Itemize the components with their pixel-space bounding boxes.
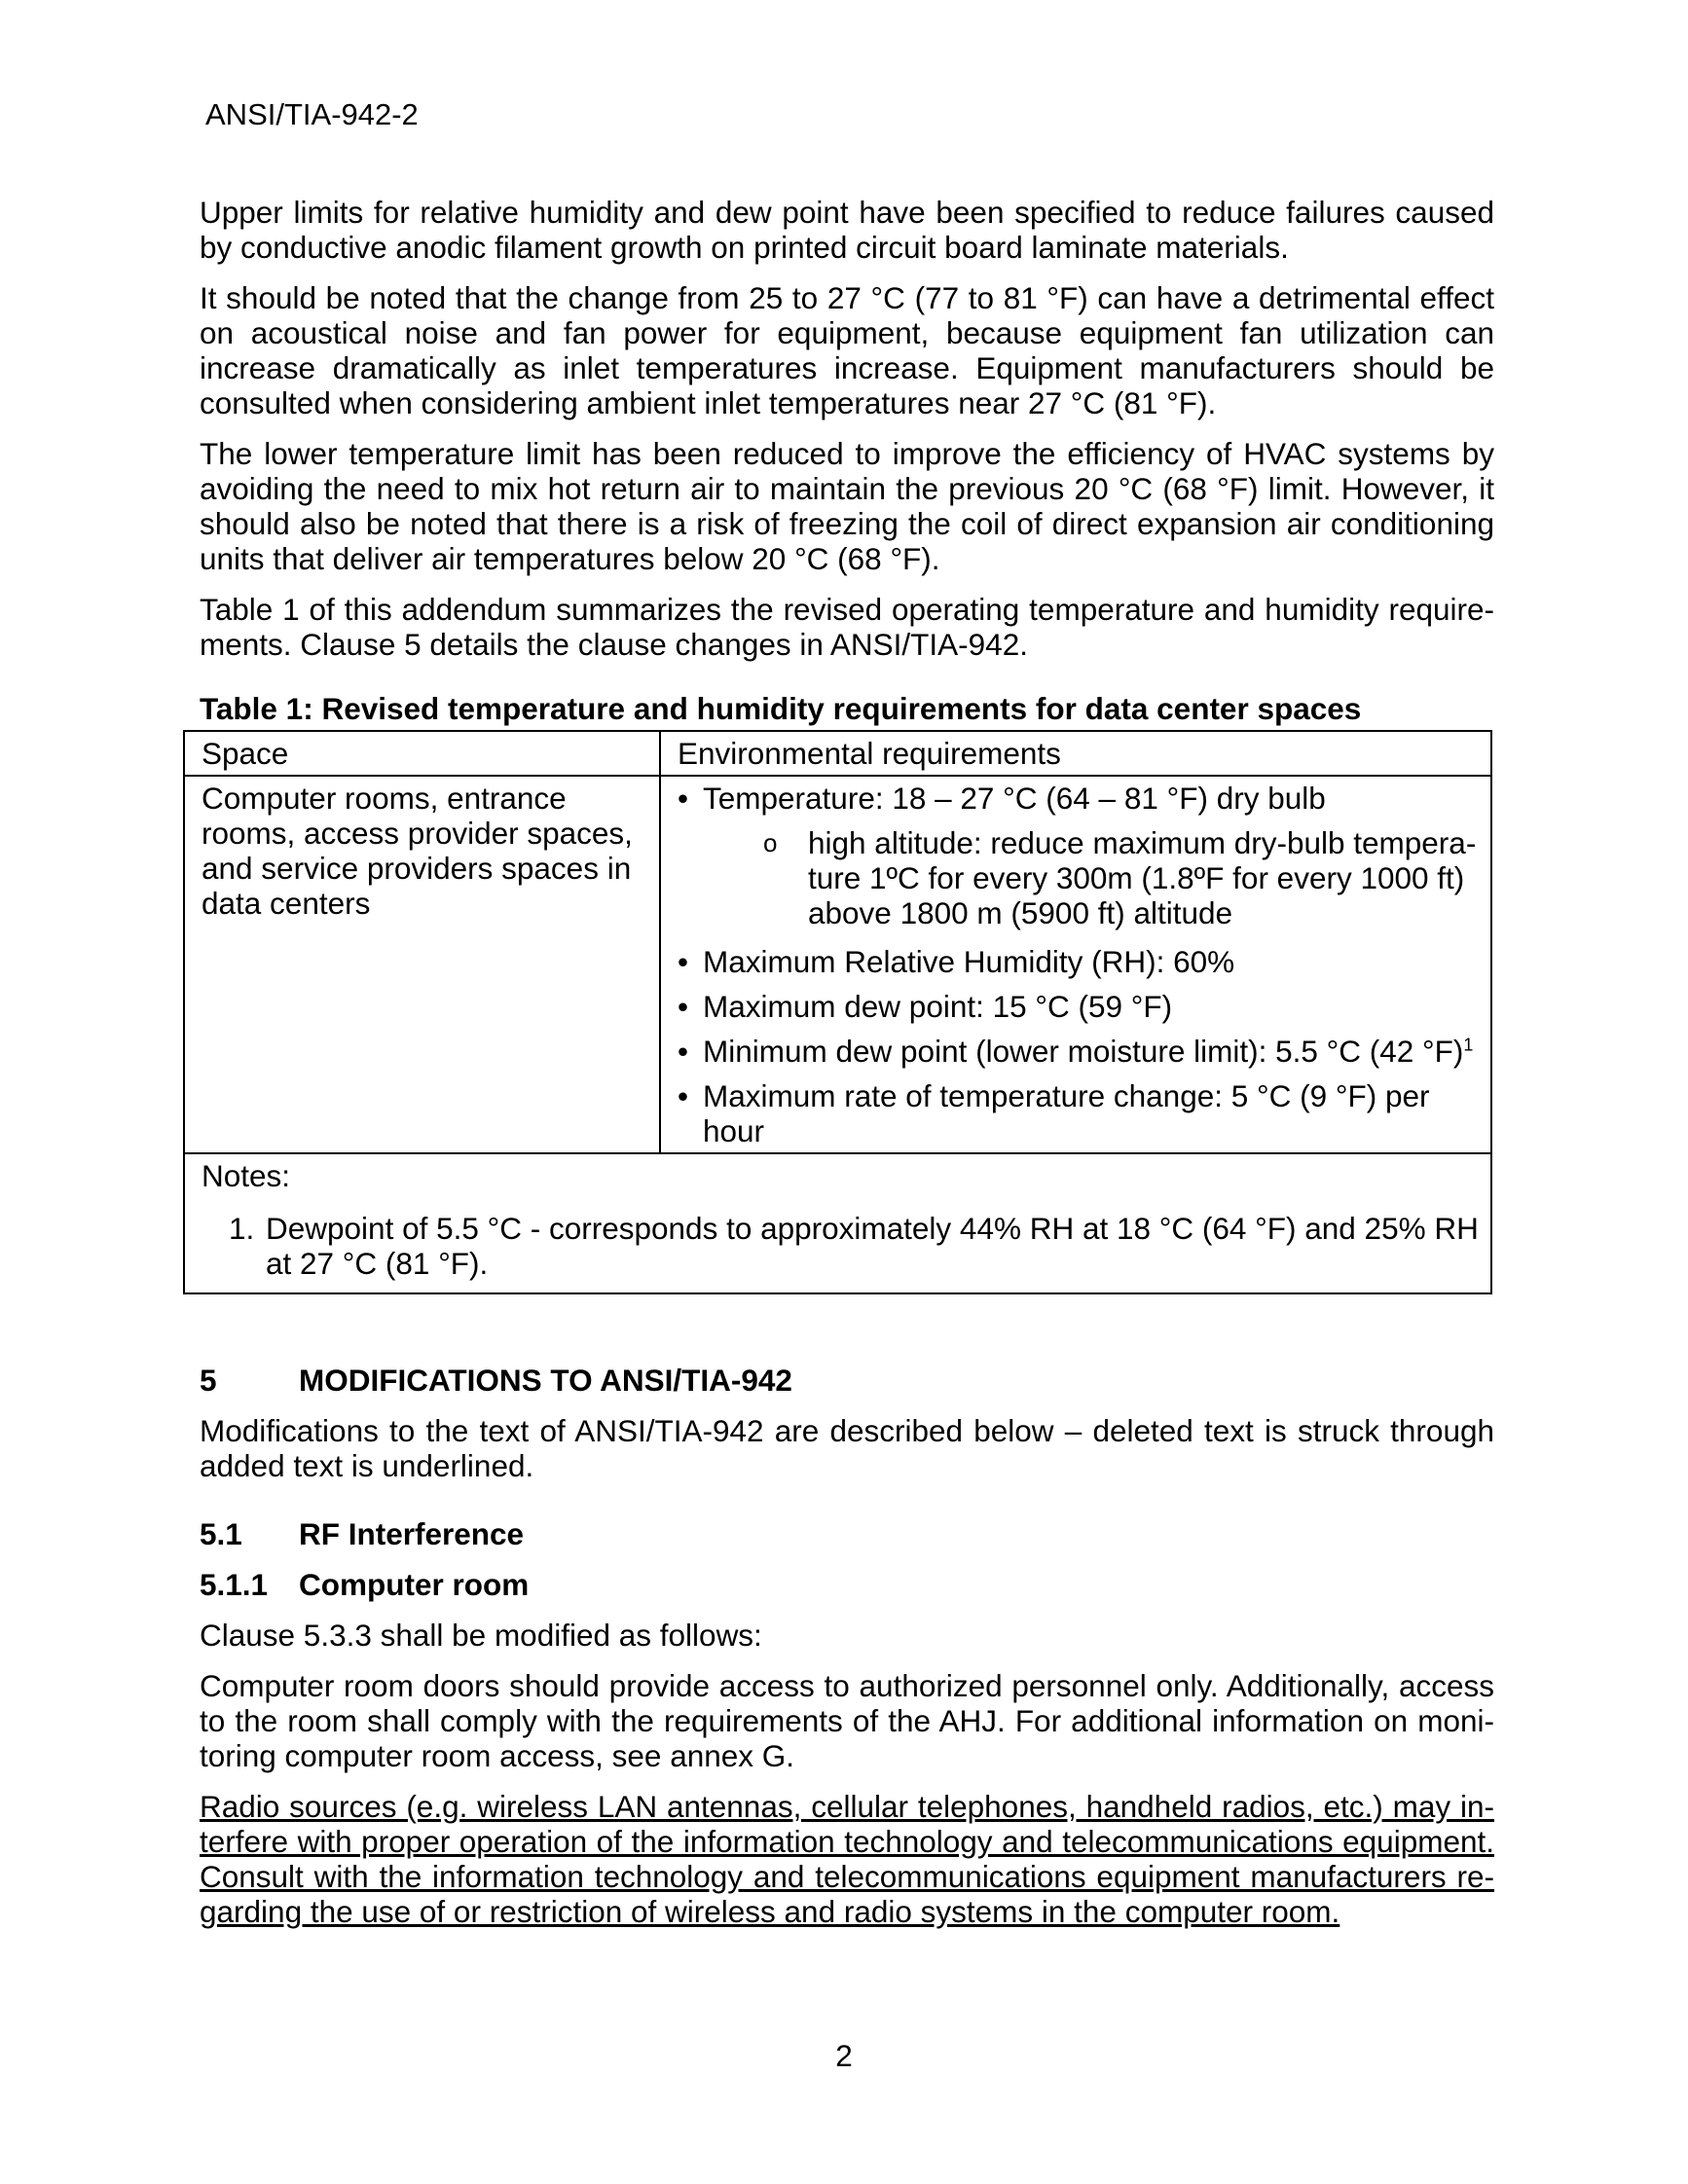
running-header: ANSI/TIA-942-2: [205, 97, 419, 131]
req-high-altitude: o high altitude: reduce maximum dry-bulb tempera-ture 1ºC for every 300m (1.8ºF for every 1000 ft) above 1800 m (5900 ft) altitude: [703, 825, 1481, 930]
section-title: MODIFICATIONS TO ANSI/TIA-942: [299, 1363, 792, 1398]
clause-intro: Clause 5.3.3 shall be modified as follows:: [200, 1618, 762, 1653]
requirements-list: [678, 781, 1481, 1148]
section-5-intro: Modifications to the text of ANSI/TIA-942 are described below – deleted text is struck through added text is underlined.: [200, 1413, 1494, 1483]
space-cell: Computer rooms, entrance rooms, access provider spaces, and service providers spaces in data centers: [184, 776, 660, 1153]
note-number: 1.: [229, 1211, 255, 1246]
table-row: [184, 776, 1491, 1153]
req-min-dew: [678, 1034, 1481, 1069]
section-5-1-1-heading: [200, 1567, 1494, 1602]
added-text-underlined: Radio sources (e.g. wireless LAN antennas, cellular telephones, handheld radios, etc.) may in-terfere with proper operation of the information technology and telecommunications equipment. Consult with the information technology and telecommunications equipment manufacturers re-garding the use of or restriction of wireless and radio systems in the computer room.: [200, 1789, 1494, 1929]
section-number: 5: [200, 1363, 217, 1398]
req-min-dew-text: Minimum dew point (lower moisture limit): 5.5 °C (42 °F): [703, 1034, 1464, 1069]
req-rate: • Maximum rate of temperature change: 5 °C (9 °F) per hour: [678, 1078, 1481, 1148]
section-number: 5.1: [200, 1516, 242, 1551]
requirements-cell: [660, 776, 1491, 1153]
paragraph-lower-limit: The lower temperature limit has been reduced to improve the efficiency of HVAC systems by avoiding the need to mix hot return air to maintain the previous 20 °C (68 °F) limit. However, it should also be noted that there is a risk of freezing the coil of direct expansion air conditioning units that deliver air temperatures below 20 °C (68 °F).: [200, 436, 1494, 576]
req-max-rh: • Maximum Relative Humidity (RH): 60%: [678, 944, 1481, 979]
footnote-ref: 1: [1463, 1035, 1474, 1055]
notes-label: Notes:: [202, 1158, 291, 1193]
note-text: Dewpoint of 5.5 °C - corresponds to approximately 44% RH at 18 °C (64 °F) and 25% RH at 27 °C (81 °F).: [266, 1211, 1479, 1281]
table-notes-row: [184, 1153, 1491, 1293]
section-number: 5.1.1: [200, 1567, 269, 1602]
clause-text: Computer room doors should provide access to authorized personnel only. Additionally, access to the room shall comply with the requirements of the AHJ. For additional information on moni-toring computer room access, see annex G.: [200, 1668, 1494, 1773]
page-number: 2: [835, 2038, 853, 2073]
header-space: Space: [184, 731, 660, 776]
req-max-dew: • Maximum dew point: 15 °C (59 °F): [678, 989, 1481, 1024]
table-caption: Table 1: Revised temperature and humidity requirements for data center spaces: [200, 691, 1362, 726]
note-item: [202, 1211, 1481, 1281]
section-5-heading: [200, 1363, 1494, 1398]
notes-cell: [184, 1153, 1491, 1293]
requirements-table: [183, 730, 1492, 1294]
section-title: RF Interference: [299, 1516, 525, 1551]
section-title: Computer room: [299, 1567, 530, 1602]
req-temperature-text: Temperature: 18 – 27 °C (64 – 81 °F) dry bulb: [703, 781, 1326, 816]
section-5-1-heading: [200, 1516, 1494, 1551]
paragraph-humidity-limits: Upper limits for relative humidity and dew point have been specified to reduce failures caused by conductive anodic filament growth on printed circuit board laminate materials.: [200, 195, 1494, 265]
table-header-row: [184, 731, 1491, 776]
req-temperature: [678, 781, 1481, 930]
page-body: [200, 195, 1494, 1945]
paragraph-temperature-change: It should be noted that the change from 25 to 27 °C (77 to 81 °F) can have a detrimental effect on acoustical noise and fan power for equipment, because equipment fan utilization can increase dramatically as inlet temperatures increase. Equipment manufacturers should be consulted when considering ambient inlet temperatures near 27 °C (81 °F).: [200, 280, 1494, 420]
header-environmental: Environmental requirements: [660, 731, 1491, 776]
paragraph-table-summary: Table 1 of this addendum summarizes the revised operating temperature and humidity require-ments. Clause 5 details the clause changes in ANSI/TIA-942.: [200, 592, 1494, 662]
